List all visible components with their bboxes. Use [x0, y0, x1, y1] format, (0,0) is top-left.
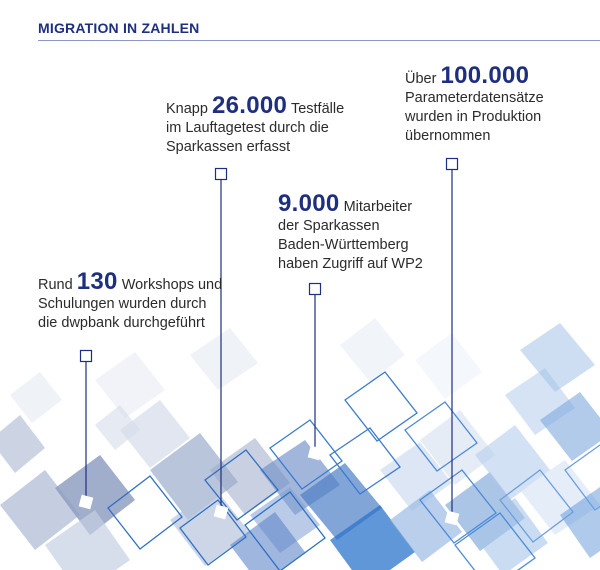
stat-number: 26.000 [211, 92, 288, 119]
stat-line: Baden-Württemberg [278, 237, 409, 253]
stat-line [405, 62, 544, 89]
stat-line: die dwpbank durchgeführt [38, 315, 205, 331]
section-title: MIGRATION IN ZAHLEN [38, 20, 200, 36]
callout-marker-mitarbeiter [310, 284, 321, 295]
callout-marker-parameter [447, 159, 458, 170]
stat-line [38, 268, 223, 295]
stat-line [278, 190, 423, 217]
stat-parameter [405, 62, 544, 146]
stat-line: Schulungen wurden durch [38, 296, 207, 312]
stat-line: übernommen [405, 128, 491, 144]
stat-line [166, 92, 345, 119]
stat-line: der Sparkassen [278, 218, 380, 234]
callout-marker-workshops [81, 351, 92, 362]
callout-marker-testfaelle [216, 169, 227, 180]
stat-text: Mitarbeiter [343, 199, 413, 215]
stat-line: haben Zugriff auf WP2 [278, 256, 423, 272]
stat-line: Sparkassen erfasst [166, 139, 291, 155]
stat-testfaelle [166, 92, 345, 157]
stat-prefix: Über [405, 71, 437, 87]
stat-line: Parameterdatensätze [405, 90, 544, 106]
stat-text: Testfälle [290, 101, 345, 117]
stat-line: wurden in Produktion [405, 109, 542, 125]
stat-prefix: Rund [38, 277, 73, 293]
stat-number: 9.000 [278, 190, 340, 217]
stat-mitarbeiter [278, 190, 423, 274]
stat-line: im Lauftagetest durch die [166, 120, 329, 136]
stat-prefix: Knapp [166, 101, 208, 117]
stat-number: 100.000 [440, 62, 530, 89]
stat-workshops [38, 268, 223, 333]
stat-number: 130 [76, 268, 118, 295]
stat-text: Workshops und [121, 277, 223, 293]
